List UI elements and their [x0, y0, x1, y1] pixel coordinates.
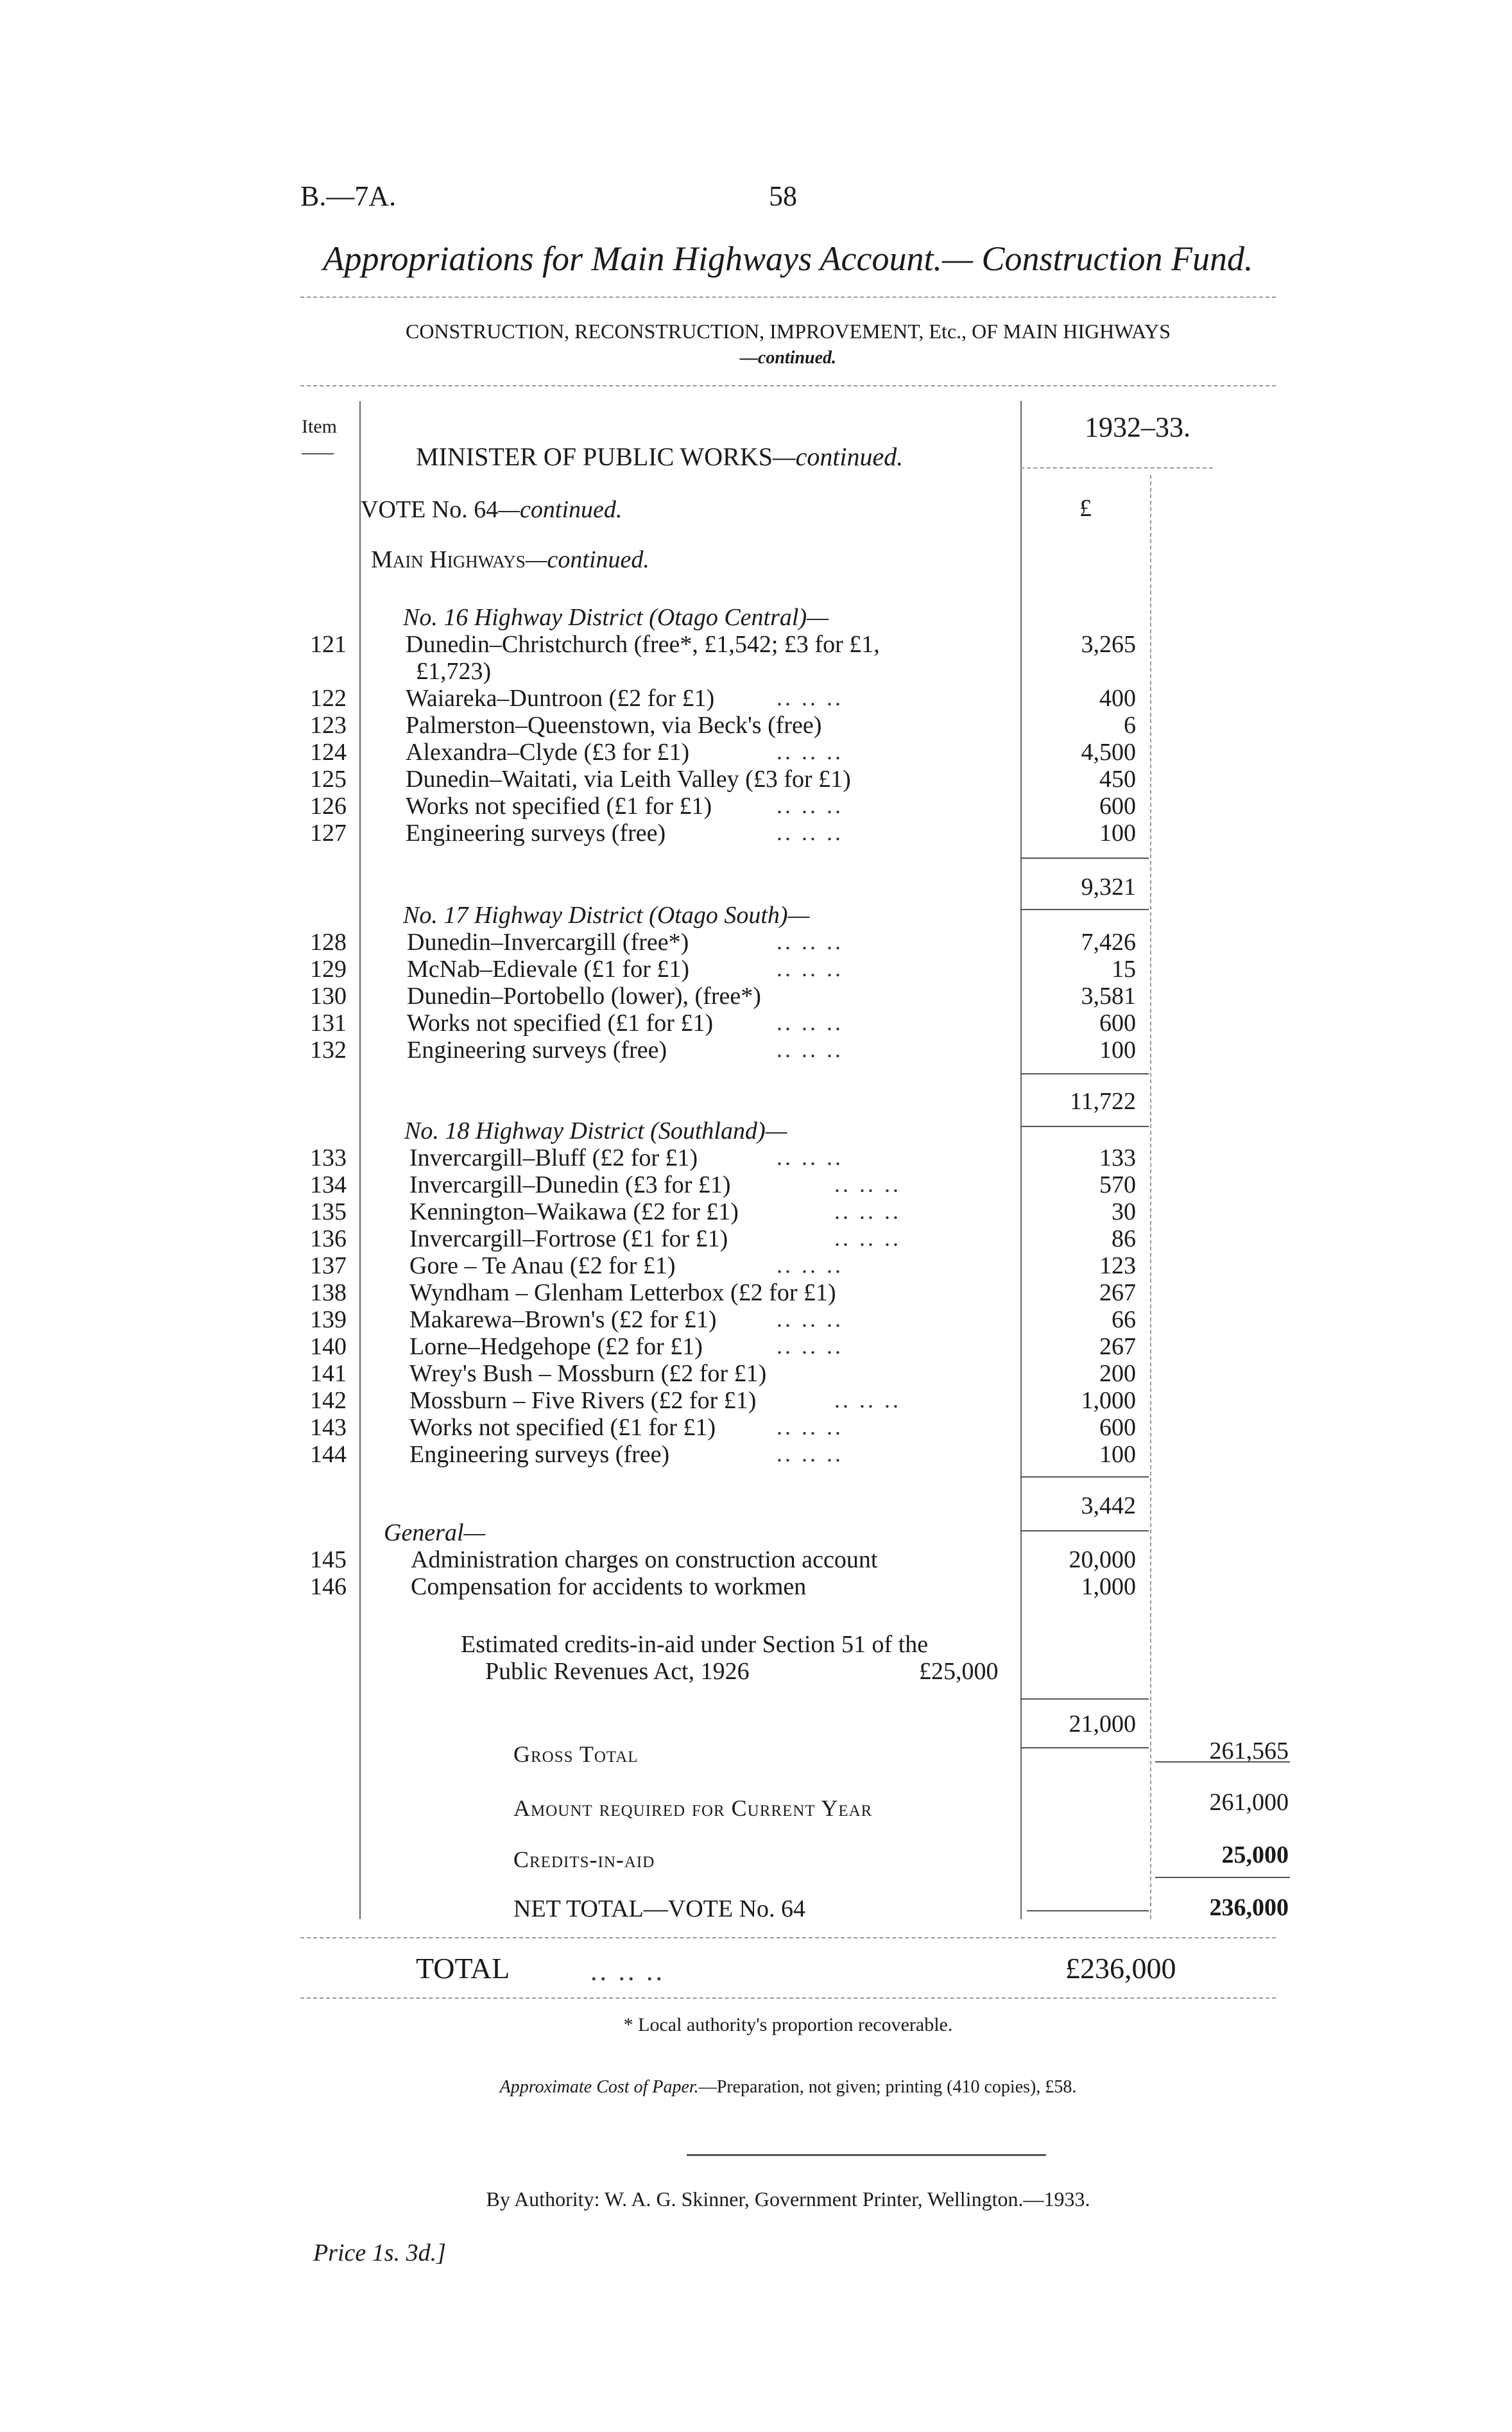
page-number: 58	[769, 180, 797, 212]
leader-dots: .. .. ..	[834, 1225, 901, 1251]
item-number: 141	[310, 1360, 347, 1387]
item-amount: 20,000	[1069, 1546, 1136, 1573]
year-column-header: 1932–33.	[1085, 411, 1190, 443]
item-number: 140	[310, 1333, 347, 1360]
item-description: Dunedin–Christchurch (free*, £1,542; £3 for £1,	[406, 631, 880, 658]
subtotal-rule	[1020, 1126, 1149, 1127]
item-number: 133	[310, 1144, 347, 1171]
item-description: Makarewa–Brown's (£2 for £1)	[409, 1306, 717, 1333]
district-subtotal: 11,722	[1069, 1088, 1136, 1115]
item-number: 125	[310, 766, 347, 793]
item-description: Works not specified (£1 for £1)	[407, 1010, 714, 1037]
total-rule	[1155, 1877, 1290, 1878]
item-amount: 400	[1099, 685, 1136, 712]
grand-total-value: £236,000	[1065, 1952, 1176, 1985]
item-description: Palmerston–Queenstown, via Beck's (free)	[406, 712, 822, 739]
grand-total-label: TOTAL	[416, 1952, 510, 1985]
leader-dots: .. .. ..	[777, 1441, 843, 1467]
item-amount: 200	[1099, 1360, 1136, 1387]
item-number: 123	[310, 712, 347, 739]
item-description: Compensation for accidents to workmen	[411, 1573, 807, 1600]
item-number: 121	[310, 631, 347, 658]
subtotal-rule	[1020, 909, 1149, 910]
item-description: Engineering surveys (free)	[409, 1441, 670, 1468]
item-description: Mossburn – Five Rivers (£2 for £1)	[409, 1387, 757, 1414]
item-number: 134	[310, 1171, 347, 1198]
item-description: Alexandra–Clyde (£3 for £1)	[406, 739, 690, 766]
total-rule	[1155, 1761, 1290, 1763]
page-title: Appropriations for Main Highways Account.— Construction Fund.	[323, 239, 1253, 278]
item-description: Wyndham – Glenham Letterbox (£2 for £1)	[409, 1279, 836, 1306]
leader-dots: .. .. ..	[834, 1387, 901, 1413]
currency-header: £	[1079, 495, 1092, 522]
item-amount: 267	[1099, 1333, 1136, 1360]
credits-note-cont: Public Revenues Act, 1926	[485, 1658, 750, 1685]
item-description: Dunedin–Waitati, via Leith Valley (£3 for £1)	[406, 766, 851, 793]
item-number: 129	[310, 956, 347, 983]
item-amount: 600	[1099, 1010, 1136, 1037]
item-number: 126	[310, 793, 347, 820]
credits-note: Estimated credits-in-aid under Section 51 of the	[461, 1631, 929, 1658]
subtotal-rule	[1020, 1530, 1149, 1531]
item-number: 130	[310, 983, 347, 1010]
item-amount: 15	[1112, 956, 1136, 983]
item-description: Engineering surveys (free)	[406, 820, 666, 847]
item-amount: 1,000	[1081, 1387, 1136, 1414]
item-number: 122	[310, 685, 347, 712]
document-reference: B.—7A.	[300, 180, 397, 212]
item-amount: 3,265	[1081, 631, 1136, 658]
leader-dots: .. .. ..	[777, 793, 843, 818]
divider	[300, 297, 1276, 298]
leader-dots: .. .. ..	[834, 1171, 901, 1197]
item-amount: 600	[1099, 1414, 1136, 1441]
item-amount: 123	[1099, 1252, 1136, 1279]
district-heading: No. 17 Highway District (Otago South)—	[403, 902, 810, 929]
item-amount: 100	[1099, 820, 1136, 847]
footnote: * Local authority's proportion recoverable.	[623, 2014, 953, 2035]
leader-dots: .. .. ..	[777, 685, 843, 711]
item-description: Dunedin–Portobello (lower), (free*)	[407, 983, 761, 1010]
price: Price 1s. 3d.]	[313, 2239, 446, 2266]
leader-dots: .. .. ..	[590, 1957, 665, 1987]
item-number: 145	[310, 1546, 347, 1573]
leader-dots: .. .. ..	[777, 820, 843, 845]
subtotal-rule	[1020, 1073, 1149, 1074]
leader-dots: .. .. ..	[777, 1010, 843, 1035]
item-description: Works not specified (£1 for £1)	[406, 793, 712, 820]
district-subtotal: 3,442	[1081, 1492, 1136, 1519]
subtotal-column-rule	[1150, 475, 1151, 1919]
printer-imprint: By Authority: W. A. G. Skinner, Government Printer, Wellington.—1933.	[486, 2187, 1090, 2211]
item-amount: 450	[1099, 766, 1136, 793]
general-subtotal: 21,000	[1069, 1711, 1136, 1738]
item-number: 135	[310, 1198, 347, 1225]
item-number: 127	[310, 820, 347, 847]
leader-dots: .. .. ..	[777, 1037, 843, 1062]
item-number: 146	[310, 1573, 347, 1600]
item-column-header: Item	[302, 416, 337, 437]
item-number: 131	[310, 1010, 347, 1037]
subtotal-rule	[1020, 858, 1149, 859]
item-number: 132	[310, 1037, 347, 1064]
general-heading: General—	[384, 1519, 486, 1546]
item-description: Kennington–Waikawa (£2 for £1)	[409, 1198, 739, 1225]
item-amount: 267	[1099, 1279, 1136, 1306]
district-heading: No. 16 Highway District (Otago Central)—	[403, 604, 829, 631]
item-description: Invercargill–Bluff (£2 for £1)	[409, 1144, 698, 1171]
divider	[687, 2154, 1046, 2156]
item-amount: 3,581	[1081, 983, 1136, 1010]
item-column-rule	[359, 401, 361, 1919]
subtotal-rule	[1020, 1698, 1149, 1700]
item-number: 138	[310, 1279, 347, 1306]
subtotal-rule	[1020, 1476, 1149, 1478]
minister-heading: MINISTER OF PUBLIC WORKS—continued.	[416, 442, 904, 471]
paper-cost-note: Approximate Cost of Paper.—Preparation, not given; printing (410 copies), £58.	[499, 2077, 1077, 2097]
item-amount: 7,426	[1081, 929, 1136, 956]
year-underline	[1020, 467, 1213, 469]
net-total-label: NET TOTAL—VOTE No. 64	[513, 1895, 806, 1922]
item-description: Dunedin–Invercargill (free*)	[407, 929, 689, 956]
item-number: 142	[310, 1387, 347, 1414]
item-amount: 86	[1112, 1225, 1136, 1252]
leader-dots: .. .. ..	[777, 956, 843, 981]
item-description: McNab–Edievale (£1 for £1)	[407, 956, 690, 983]
gross-total-label: Gross Total	[513, 1741, 639, 1767]
item-amount: 133	[1099, 1144, 1136, 1171]
credits-in-aid-value: 25,000	[1221, 1841, 1289, 1868]
item-amount: 6	[1124, 712, 1136, 739]
divider	[300, 385, 1276, 386]
item-description: Gore – Te Anau (£2 for £1)	[409, 1252, 676, 1279]
item-amount: 4,500	[1081, 739, 1136, 766]
item-description: Engineering surveys (free)	[407, 1037, 667, 1064]
item-description: Works not specified (£1 for £1)	[409, 1414, 716, 1441]
item-amount: 30	[1112, 1198, 1136, 1225]
item-amount: 600	[1099, 793, 1136, 820]
item-amount: 1,000	[1081, 1573, 1136, 1600]
item-description: Invercargill–Dunedin (£3 for £1)	[409, 1171, 731, 1198]
subtotal-rule	[1020, 1747, 1149, 1748]
vote-heading: VOTE No. 64—continued.	[361, 496, 623, 523]
item-description-cont: £1,723)	[416, 658, 492, 685]
total-rule	[1027, 1910, 1149, 1911]
item-amount: 66	[1112, 1306, 1136, 1333]
credits-note-amount: £25,000	[919, 1658, 999, 1685]
current-year-label: Amount required for Current Year	[513, 1795, 873, 1821]
item-description: Administration charges on construction account	[411, 1546, 878, 1573]
credits-in-aid-label: Credits-in-aid	[513, 1847, 655, 1872]
item-description: Lorne–Hedgehope (£2 for £1)	[409, 1333, 703, 1360]
section-heading-cont: —continued.	[739, 348, 837, 368]
current-year-value: 261,000	[1209, 1789, 1289, 1816]
leader-dots: .. .. ..	[834, 1198, 901, 1224]
item-number: 144	[310, 1441, 347, 1468]
item-number: 137	[310, 1252, 347, 1279]
leader-dots: .. .. ..	[777, 1414, 843, 1440]
leader-dots: .. .. ..	[777, 1333, 843, 1359]
gross-total-value: 261,565	[1209, 1738, 1289, 1764]
divider	[300, 1997, 1276, 1999]
item-amount: 570	[1099, 1171, 1136, 1198]
divider	[302, 453, 334, 454]
leader-dots: .. .. ..	[777, 929, 843, 954]
section-heading: CONSTRUCTION, RECONSTRUCTION, IMPROVEMENT, Etc., OF MAIN HIGHWAYS	[405, 320, 1171, 343]
item-number: 143	[310, 1414, 347, 1441]
item-description: Wrey's Bush – Mossburn (£2 for £1)	[409, 1360, 767, 1387]
item-number: 128	[310, 929, 347, 956]
district-subtotal: 9,321	[1081, 874, 1136, 901]
leader-dots: .. .. ..	[777, 739, 843, 764]
item-description: Invercargill–Fortrose (£1 for £1)	[409, 1225, 728, 1252]
item-amount: 100	[1099, 1441, 1136, 1468]
leader-dots: .. .. ..	[777, 1306, 843, 1332]
item-number: 139	[310, 1306, 347, 1333]
main-highways-heading: Main Highways—continued.	[371, 546, 649, 573]
divider	[300, 1937, 1276, 1938]
item-number: 136	[310, 1225, 347, 1252]
item-number: 124	[310, 739, 347, 766]
leader-dots: .. .. ..	[777, 1144, 843, 1170]
leader-dots: .. .. ..	[777, 1252, 843, 1278]
net-total-value: 236,000	[1209, 1894, 1289, 1921]
district-heading: No. 18 Highway District (Southland)—	[404, 1117, 787, 1144]
item-amount: 100	[1099, 1037, 1136, 1064]
item-description: Waiareka–Duntroon (£2 for £1)	[406, 685, 715, 712]
